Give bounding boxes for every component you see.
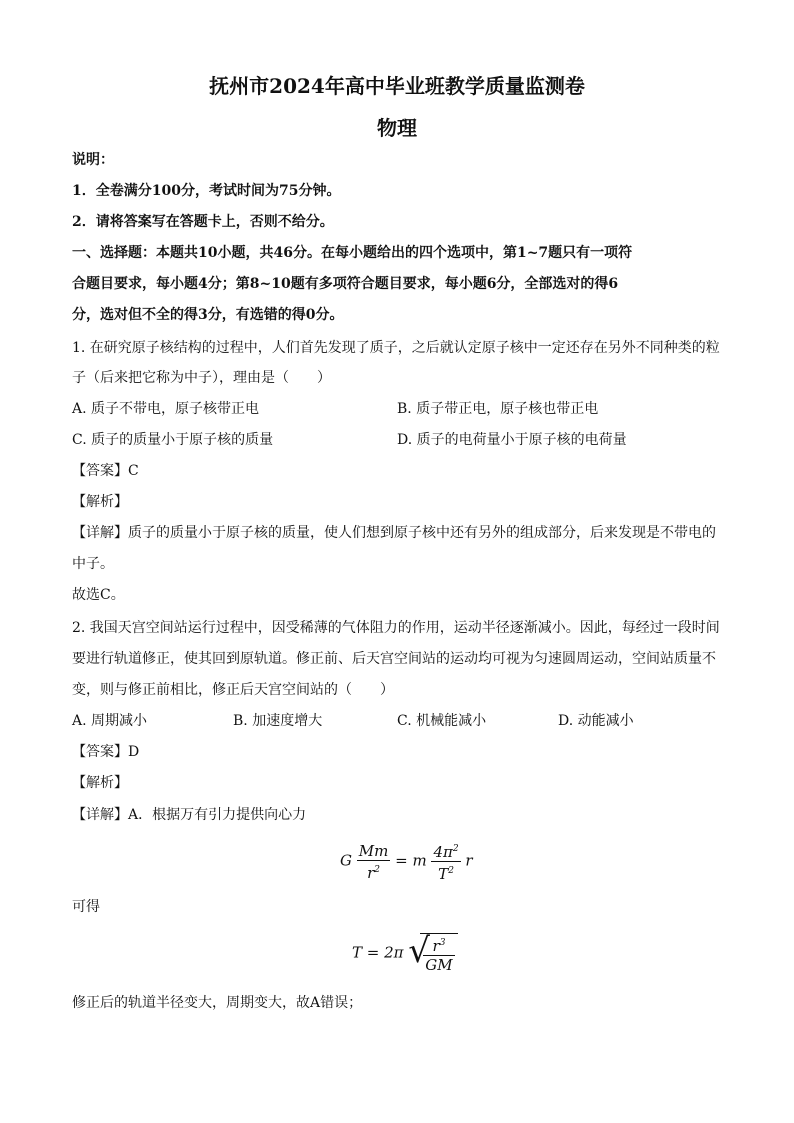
q1-detail: 中子。 [72, 556, 114, 572]
q1-detail: 【详解】质子的质量小于原子核的质量，使人们想到原子核中还有另外的组成部分，后来发现是不带电的 [72, 525, 716, 541]
section-heading-line: 一、选择题：本题共10小题，共46分。在每小题给出的四个选项中，第1~7题只有一项符 [72, 245, 633, 261]
fraction-denominator: $T^2$ [438, 865, 454, 883]
note-line: 2．请将答案写在答题卡上，否则不给分。 [72, 214, 334, 230]
q2-then: 可得 [72, 899, 100, 915]
period-formula [352, 933, 458, 974]
formula-g: G [340, 851, 352, 870]
q2-option-b: B. 加速度增大 [233, 713, 323, 729]
fraction-mm-over-r2 [357, 842, 391, 882]
section-heading-line: 合题目要求，每小题4分；第8~10题有多项符合题目要求，每小题6分，全部选对的得6 [72, 276, 619, 292]
question-1-stem: 子（后来把它称为中子），理由是（ ） [72, 370, 331, 386]
fraction-numerator: Mm [358, 841, 389, 860]
q1-answer: 【答案】C [72, 463, 139, 479]
question-2-stem: 要进行轨道修正，使其回到原轨道。修正前、后天宫空间站的运动均可视为匀速圆周运动，空间站质量不 [72, 651, 716, 667]
q1-detail: 故选C。 [72, 587, 125, 603]
q2-option-d: D. 动能减小 [558, 713, 634, 729]
question-2-stem: 变，则与修正前相比，修正后天宫空间站的（ ） [72, 682, 394, 698]
q1-option-b: B. 质子带正电，原子核也带正电 [397, 401, 599, 417]
note-line: 1．全卷满分100分，考试时间为75分钟。 [72, 183, 341, 199]
q2-option-c: C. 机械能减小 [397, 713, 487, 729]
question-1-stem: 1. 在研究原子核结构的过程中，人们首先发现了质子，之后就认定原子核中一定还存在另外不同种类的粒 [72, 340, 720, 356]
fraction-denominator: $r^2$ [367, 863, 381, 882]
fraction-denominator: GM [425, 956, 453, 974]
square-root [408, 933, 457, 974]
q1-analysis-label: 【解析】 [72, 494, 128, 510]
q2-option-a: A. 周期减小 [72, 713, 148, 729]
formula-equals: = m [395, 851, 427, 870]
q1-option-c: C. 质子的质量小于原子核的质量 [72, 432, 274, 448]
formula-tail: r [465, 851, 473, 870]
q2-analysis-label: 【解析】 [72, 775, 128, 791]
gravitation-formula [340, 840, 473, 883]
page-subtitle: 物理 [377, 116, 417, 140]
radical-sign-icon: √ [408, 931, 430, 971]
q1-option-a: A. 质子不带电，原子核带正电 [72, 401, 260, 417]
section-heading-line: 分，选对但不全的得3分，有选错的得0分。 [72, 307, 344, 323]
fraction-4pi2-over-t2 [431, 840, 460, 883]
q2-answer: 【答案】D [72, 744, 140, 760]
page-title: 抚州市2024年高中毕业班教学质量监测卷 [209, 74, 585, 98]
fraction-numerator: $4\pi^2$ [431, 840, 460, 862]
formula-lhs: T = 2π [352, 943, 404, 962]
notes-heading: 说明： [72, 152, 114, 168]
q2-detail-intro: 【详解】A．根据万有引力提供向心力 [72, 807, 307, 823]
fraction-numerator: $r^3$ [423, 934, 454, 956]
q2-conclusion: 修正后的轨道半径变大，周期变大，故A错误； [72, 995, 363, 1011]
q1-option-d: D. 质子的电荷量小于原子核的电荷量 [397, 432, 627, 448]
question-2-stem: 2. 我国天宫空间站运行过程中，因受稀薄的气体阻力的作用，运动半径逐渐减小。因此，每经过一段时间 [72, 620, 720, 636]
